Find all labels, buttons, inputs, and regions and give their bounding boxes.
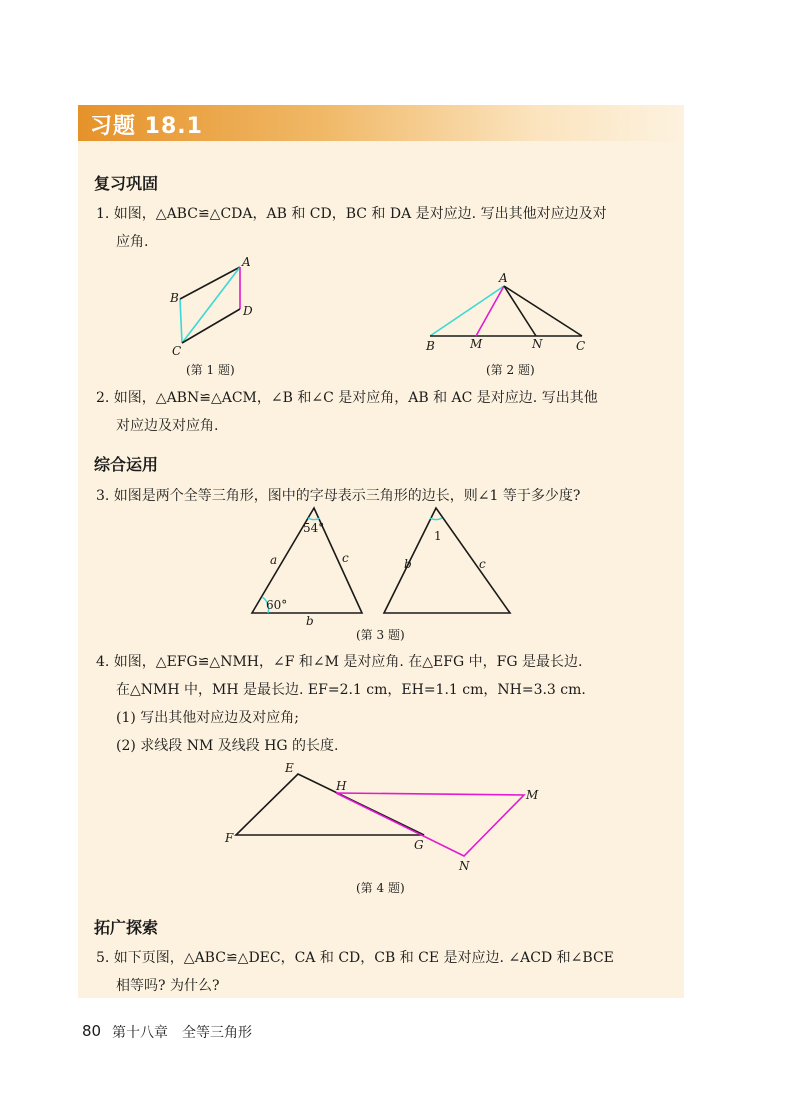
fig2-label-m: M	[470, 337, 483, 351]
fig4-label-g: G	[414, 838, 424, 852]
fig4-label-m: M	[526, 788, 539, 802]
fig3-label-a: a	[270, 553, 278, 567]
fig4-label-n: N	[459, 859, 470, 873]
fig3-angle-60: 60°	[266, 598, 288, 612]
section-review-heading: 复习巩固	[94, 174, 159, 193]
section-apply-heading: 综合运用	[94, 455, 159, 474]
fig1-label-d: D	[243, 304, 253, 318]
q4-sub1: (1) 写出其他对应边及对应角;	[116, 710, 299, 726]
chapter-title: 第十八章 全等三角形	[112, 1025, 252, 1041]
fig3-angle-54: 54°	[303, 521, 325, 535]
q4-line2: 在△NMH 中，MH 是最长边. EF=2.1 cm，EH=1.1 cm，NH=3.3 cm.	[116, 682, 586, 698]
q2-line2: 对应边及对应角.	[116, 418, 219, 434]
q4-sub2: (2) 求线段 NM 及线段 HG 的长度.	[116, 738, 339, 754]
fig2-label-a: A	[499, 271, 508, 285]
fig4-label-h: H	[336, 779, 347, 793]
q5-line1: 5. 如下页图，△ABC≌△DEC，CA 和 CD，CB 和 CE 是对应边. ∠ACD 和∠BCE	[96, 950, 614, 966]
fig2-label-c: C	[576, 339, 586, 353]
q5-line2: 相等吗? 为什么?	[116, 978, 220, 994]
q4-line1: 4. 如图，△EFG≌△NMH，∠F 和∠M 是对应角. 在△EFG 中，FG 是最长边.	[96, 654, 583, 670]
figure-4-triangles	[222, 758, 552, 876]
fig4-label-e: E	[285, 761, 294, 775]
fig3-label-c-right: c	[479, 557, 486, 571]
fig3-label-b-left: b	[306, 614, 314, 628]
fig1-label-b: B	[170, 291, 179, 305]
q1-line1: 1. 如图，△ABC≌△CDA，AB 和 CD，BC 和 DA 是对应边. 写出其他对应边及对	[96, 206, 607, 222]
page-number: 80	[82, 1022, 102, 1040]
figure-1-caption: (第 1 题)	[186, 363, 235, 377]
fig1-label-c: C	[172, 344, 182, 358]
figure-1-quadrilateral	[160, 255, 280, 365]
fig2-label-b: B	[426, 339, 435, 353]
figure-2-caption: (第 2 题)	[486, 363, 535, 377]
figure-4-caption: (第 4 题)	[356, 881, 405, 895]
figure-3-triangles	[248, 505, 520, 628]
q2-line1: 2. 如图，△ABN≌△ACM，∠B 和∠C 是对应角，AB 和 AC 是对应边. 写出其他	[96, 390, 598, 406]
fig3-label-b-right: b	[404, 557, 412, 571]
fig1-label-a: A	[242, 255, 251, 269]
fig3-label-c-left: c	[342, 551, 349, 565]
fig4-label-f: F	[225, 831, 234, 845]
exercise-title: 习题 18.1	[90, 114, 203, 139]
q1-line2: 应角.	[116, 234, 149, 250]
figure-3-caption: (第 3 题)	[356, 628, 405, 642]
section-explore-heading: 拓广探索	[94, 918, 159, 937]
fig3-angle-1: 1	[434, 529, 442, 543]
q3-line1: 3. 如图是两个全等三角形，图中的字母表示三角形的边长，则∠1 等于多少度?	[96, 488, 581, 504]
fig2-label-n: N	[532, 337, 543, 351]
figure-2-triangle	[420, 268, 600, 358]
